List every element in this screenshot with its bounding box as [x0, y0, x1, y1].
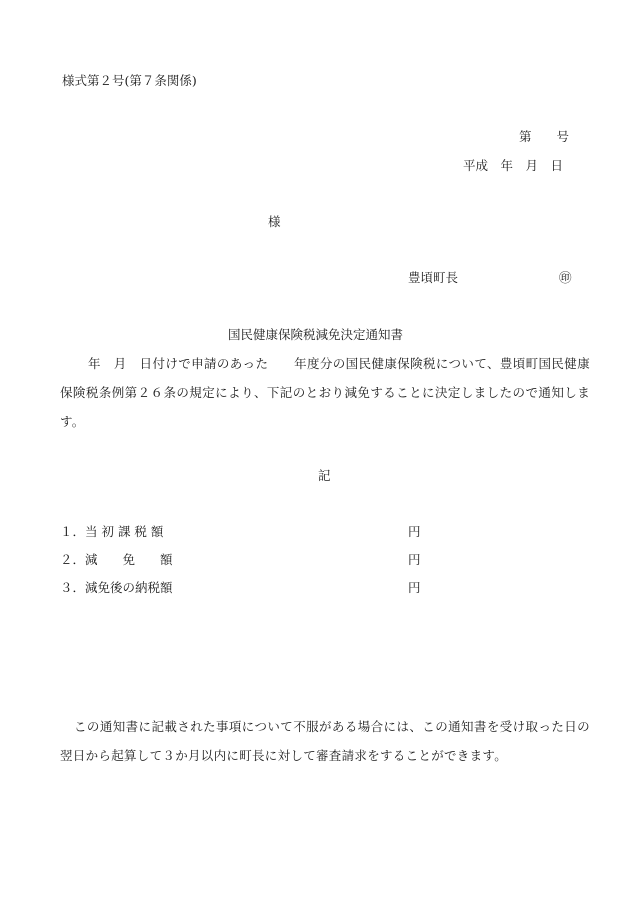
document-title: 国民健康保険税減免決定通知書 — [228, 327, 404, 342]
body-paragraph: 年 月 日付けで申請のあった 年度分の国民健康保険税について、豊頃町国民健康保険税条例第２６条の規定により、下記のとおり減免することに決定しましたので通知します。 — [60, 356, 590, 429]
addressee-suffix: 様 — [268, 214, 281, 229]
note-paragraph: この通知書に記載された事項について不服がある場合には、この通知書を受け取った日の翌日から起算して３か月以内に町長に対して審査請求をすることができます。 — [60, 719, 590, 763]
item-unit: 円 — [408, 552, 421, 567]
item-label: １．当 初 課 税 額 — [60, 524, 164, 539]
ki-heading: 記 — [318, 468, 331, 483]
item-label: ２．減 免 額 — [60, 552, 173, 567]
item-unit: 円 — [408, 580, 421, 595]
item-unit: 円 — [408, 524, 421, 539]
item-row — [60, 551, 440, 569]
issuer-name: 豊頃町長 — [408, 270, 459, 285]
item-row — [60, 523, 440, 541]
issue-date: 平成 年 月 日 — [463, 158, 564, 173]
item-label: ３．減免後の納税額 — [60, 580, 173, 595]
seal-icon: ㊞ — [559, 270, 572, 285]
form-label: 様式第２号(第７条関係) — [62, 73, 197, 88]
document-number: 第 号 — [519, 129, 570, 144]
item-row — [60, 579, 440, 597]
